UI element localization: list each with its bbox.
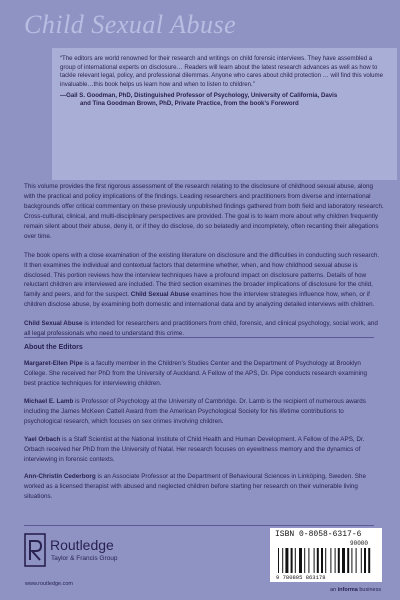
editor-bio-text: is a faculty member in the Children’s Studies Center and the Department of Psychology at Brooklyn College. She received her PhD from the University of Auckland. A Fellow of the APS, Dr. Pipe conducts research examining best practice techniques for interviewing children. <box>24 360 368 387</box>
audience-text: is intended for researchers and practitioners from child, forensic, and clinical psychology, social work, and all legal professionals who need to understand this crime. <box>24 320 378 338</box>
about-editors <box>24 342 380 510</box>
editor-bio <box>24 359 380 389</box>
barcode <box>270 528 382 582</box>
editor-bio-text: is an Associate Professor at the Department of Behavioural Sciences in Linköping, Sweden. She worked as a licensed therapist with abused and neglected children before starting her research on their vulnerable living situations. <box>24 473 366 501</box>
book-description <box>24 182 384 348</box>
editor-bio <box>24 397 380 427</box>
editor-name: Margaret-Ellen Pipe <box>24 360 83 368</box>
informa-name: informa <box>337 587 358 593</box>
editor-bio <box>24 435 380 465</box>
editors-heading: About the Editors <box>24 344 83 351</box>
audience-book-title: Child Sexual Abuse <box>24 320 83 328</box>
publisher-url[interactable]: www.routledge.com <box>25 581 73 587</box>
isbn-label: ISBN 0-8058-6317-6 <box>275 530 362 539</box>
price-code: 90000 <box>350 540 369 547</box>
editor-bio-text: is a Staff Scientist at the National Institute of Child Health and Human Development. A Fellow of the APS, Dr. Orbach received her PhD from the University of Natal. Her research focuses on eyewitness memory and the dynamics of interviewing in forensic contexts. <box>24 435 365 463</box>
editor-name: Ann-Christin Cederborg <box>24 473 96 481</box>
informa-prefix: an <box>330 587 337 593</box>
description-paragraph-2-text: The book opens with a close examination of the existing literature on disclosure and the difficulties in conducting such research. It then examines the individual and contextual factors that determine whether, when, and how childhood sexual abuse is disclosed. This portion reviews how the interview techniques have a profound impact on disclosure patterns. Details of how reluctant children are interviewed are included. The third section examines the broader implications of disclosure for the child, family and peers, and for the suspect. <box>24 251 380 299</box>
description-paragraph-1: This volume provides the first rigorous assessment of the research relating to the disclosure of childhood sexual abuse, along with the practical and policy implications of the findings. Leading researchers and practitioners from diverse and international backgrounds offer critical commentary on these previously unpublished findings gathered from both field and laboratory research. Cross-cultural, clinical, and multi-disciplinary perspectives are provided. The goal is to learn more about why children frequently remain silent about their abuse, deny it, or if they do disclose, do so belatedly and incompletely, often recanting their allegations over time. <box>24 183 384 240</box>
quote-attribution-line-2: and Tina Goodman Brown, PhD, Private Practice, from the book’s Foreword <box>80 100 299 108</box>
barcode-number: 9 780805 863178 <box>276 574 326 581</box>
divider <box>24 337 374 338</box>
publisher-group: Taylor & Francis Group <box>51 555 118 562</box>
routledge-mark-icon <box>24 533 46 567</box>
book-title: Child Sexual Abuse <box>24 10 237 39</box>
publisher-logo <box>24 533 184 593</box>
description-paragraph-2 <box>24 251 384 311</box>
divider <box>24 525 374 526</box>
barcode-bars-icon <box>278 548 376 573</box>
publisher-name: Routledge <box>50 537 114 553</box>
quote-text: “The editors are world renowned for their research and writings on child forensic interviews. They have assembled a group of international experts on disclosure… Readers will learn about the latest research advances as well as how to tackle relevant legal, policy, and professional dilemmas. Anyone who cares about child protection … will find this volume invaluable…this book helps us learn how and when to listen to children.” <box>60 55 384 88</box>
quote-attribution-line-1: —Gail S. Goodman, PhD, Distinguished Professor of Psychology, University of California, Davis <box>60 91 338 99</box>
editor-bio-text: is Professor of Psychology at the University of Cambridge. Dr. Lamb is the recipient of numerous awards including the James McKeen Cattell Award from the American Psychological Society for his lifetime contributions to psychological research, which focuses on sex crimes involving children. <box>24 397 366 425</box>
editor-bio <box>24 472 380 502</box>
foreword-quote <box>52 48 397 180</box>
editor-name: Yael Orbach <box>24 435 61 443</box>
informa-suffix: business <box>359 587 382 593</box>
description-book-title: Child Sexual Abuse <box>130 291 190 299</box>
informa-tagline <box>330 587 381 593</box>
editor-name: Michael E. Lamb <box>24 397 74 405</box>
quote-attribution <box>60 92 389 109</box>
description-paragraph-2-rest: examines how the interview strategies influence how, when, or if children disclose abuse, by examining both domestic and international data and by analyzing detailed interviews with children. <box>24 291 375 309</box>
